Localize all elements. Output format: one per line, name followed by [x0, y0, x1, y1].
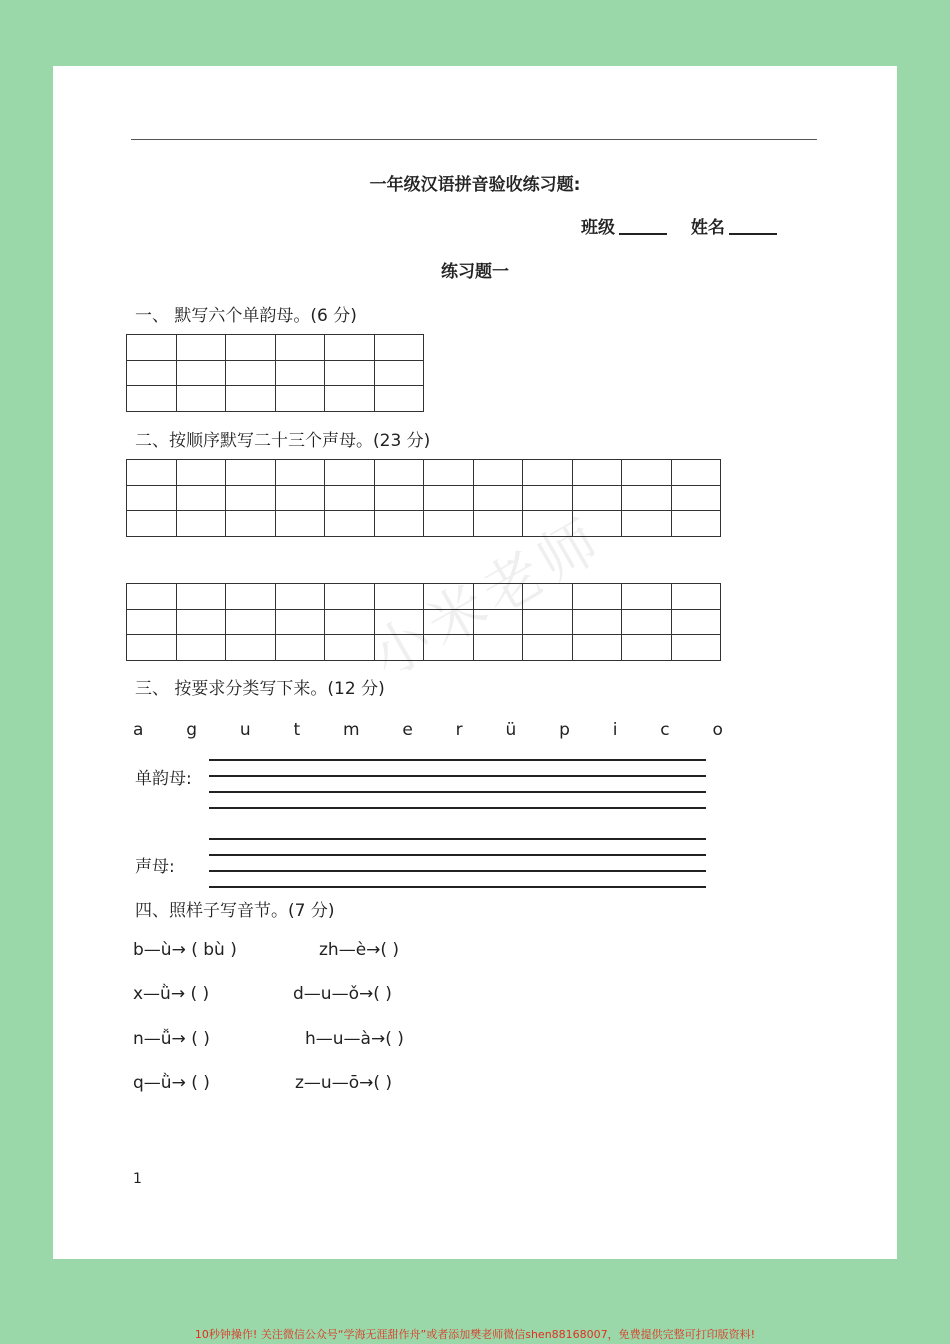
letter-list	[133, 720, 723, 740]
class-name-line	[581, 213, 781, 238]
writing-line	[209, 775, 706, 777]
letter: o	[712, 720, 723, 740]
question-3: 三、 按要求分类写下来。(12 分)	[135, 679, 385, 699]
letter: m	[342, 720, 360, 740]
watermark: 小米老师	[359, 504, 616, 692]
page-number: 1	[133, 1171, 142, 1187]
letter: r	[455, 720, 463, 740]
syllable-exercise: d—u—ǒ→( )	[293, 984, 392, 1004]
initials-writing-grid-1	[126, 459, 721, 537]
question-1: 一、 默写六个单韵母。(6 分)	[135, 306, 357, 326]
vowels-label: 单韵母:	[135, 769, 192, 789]
letter: u	[239, 720, 251, 740]
letter: e	[402, 720, 413, 740]
syllable-exercise: zh—è→( )	[319, 940, 400, 960]
writing-line	[209, 759, 706, 761]
initials-label: 声母:	[135, 857, 175, 877]
letter: c	[660, 720, 670, 740]
name-blank	[729, 233, 777, 235]
syllable-example: b—ù→ ( bù )	[133, 940, 237, 960]
writing-line	[209, 791, 706, 793]
top-rule	[131, 139, 817, 140]
letter: a	[133, 720, 144, 740]
class-blank	[619, 233, 667, 235]
writing-line	[209, 870, 706, 872]
syllable-exercise: h—u—à→( )	[305, 1029, 404, 1049]
vowel-writing-grid	[126, 334, 424, 412]
worksheet-title: 一年级汉语拼音验收练习题:	[369, 175, 581, 195]
letter: i	[612, 720, 618, 740]
letter: p	[559, 720, 570, 740]
writing-line	[209, 807, 706, 809]
question-4: 四、照样子写音节。(7 分)	[135, 901, 335, 921]
class-label: 班级	[581, 218, 615, 238]
writing-line	[209, 886, 706, 888]
syllable-exercise: n—ǚ→ ( )	[133, 1029, 210, 1049]
name-label: 姓名	[690, 218, 725, 238]
writing-line	[209, 854, 706, 856]
syllable-exercise: z—u—ō→( )	[295, 1073, 393, 1093]
writing-line	[209, 838, 706, 840]
question-2: 二、按顺序默写二十三个声母。(23 分)	[135, 431, 431, 451]
footer-notice: 10秒钟操作! 关注微信公众号“学海无涯甜作舟”或者添加樊老师微信shen88168007，免费提供完整可打印版资料!	[194, 1328, 756, 1341]
letter: t	[293, 720, 301, 740]
syllable-exercise: q—ǜ→ ( )	[133, 1073, 210, 1093]
worksheet-page	[53, 66, 897, 1259]
letter: ü	[505, 720, 517, 740]
letter: g	[186, 720, 198, 740]
syllable-exercise: x—ǜ→ ( )	[133, 984, 210, 1004]
exercise-subtitle: 练习题一	[441, 262, 509, 282]
